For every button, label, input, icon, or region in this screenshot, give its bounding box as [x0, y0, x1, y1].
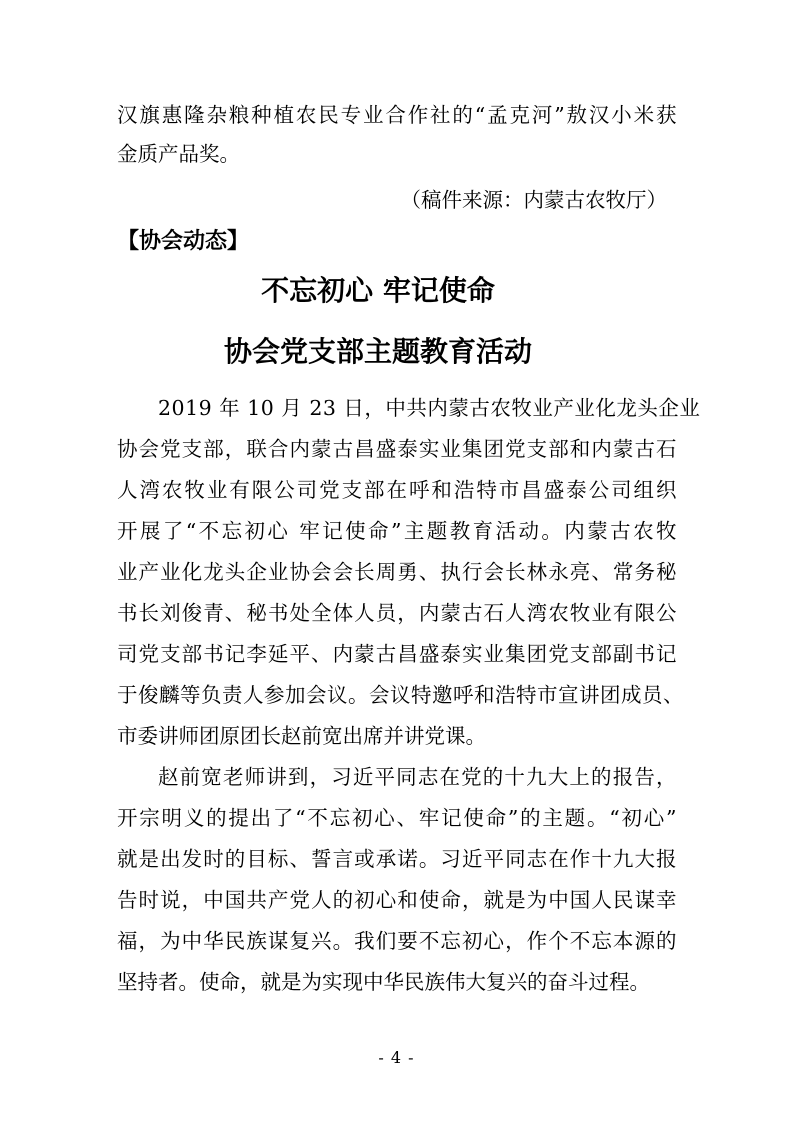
intro-paragraph	[117, 96, 677, 174]
intro-line: 汉旗惠隆杂粮种植农民专业合作社的“孟克河”敖汉小米获	[117, 103, 677, 127]
article-body	[117, 388, 701, 1003]
body-line: 司党支部书记李延平、内蒙古昌盛泰实业集团党支部副书记	[117, 642, 677, 666]
body-line: 人湾农牧业有限公司党支部在呼和浩特市昌盛泰公司组织	[117, 478, 677, 502]
body-line: 协会党支部，联合内蒙古昌盛泰实业集团党支部和内蒙古石	[117, 437, 677, 461]
body-line: 赵前宽老师讲到，习近平同志在党的十九大上的报告，	[158, 765, 677, 789]
article-title-line2: 协会党支部主题教育活动	[223, 335, 532, 368]
body-line: 开宗明义的提出了“不忘初心、牢记使命”的主题。“初心”	[117, 806, 677, 830]
body-line: 业产业化龙头企业协会会长周勇、执行会长林永亮、常务秘	[117, 560, 677, 584]
intro-line: 金质产品奖。	[117, 142, 240, 166]
body-line: 2019 年 10 月 23 日，中共内蒙古农牧业产业化龙头企业	[158, 396, 701, 420]
section-heading: 【协会动态】	[117, 229, 250, 254]
article-title-line1: 不忘初心 牢记使命	[261, 274, 495, 307]
body-line: 市委讲师团原团长赵前宽出席并讲党课。	[117, 724, 486, 748]
body-line: 福，为中华民族谋复兴。我们要不忘初心，作个不忘本源的	[117, 929, 677, 953]
body-line: 于俊麟等负责人参加会议。会议特邀呼和浩特市宣讲团成员、	[117, 683, 684, 707]
body-line: 书长刘俊青、秘书处全体人员，内蒙古石人湾农牧业有限公	[117, 601, 677, 625]
body-line: 告时说，中国共产党人的初心和使命，就是为中国人民谋幸	[117, 888, 677, 912]
body-line: 坚持者。使命，就是为实现中华民族伟大复兴的奋斗过程。	[117, 970, 650, 994]
body-line: 开展了“不忘初心 牢记使命”主题教育活动。内蒙古农牧	[117, 519, 677, 543]
source-attribution: （稿件来源：内蒙古农牧厅）	[400, 188, 667, 212]
body-line: 就是出发时的目标、誓言或承诺。习近平同志在作十九大报	[117, 847, 677, 871]
page-number: - 4 -	[378, 1048, 415, 1067]
